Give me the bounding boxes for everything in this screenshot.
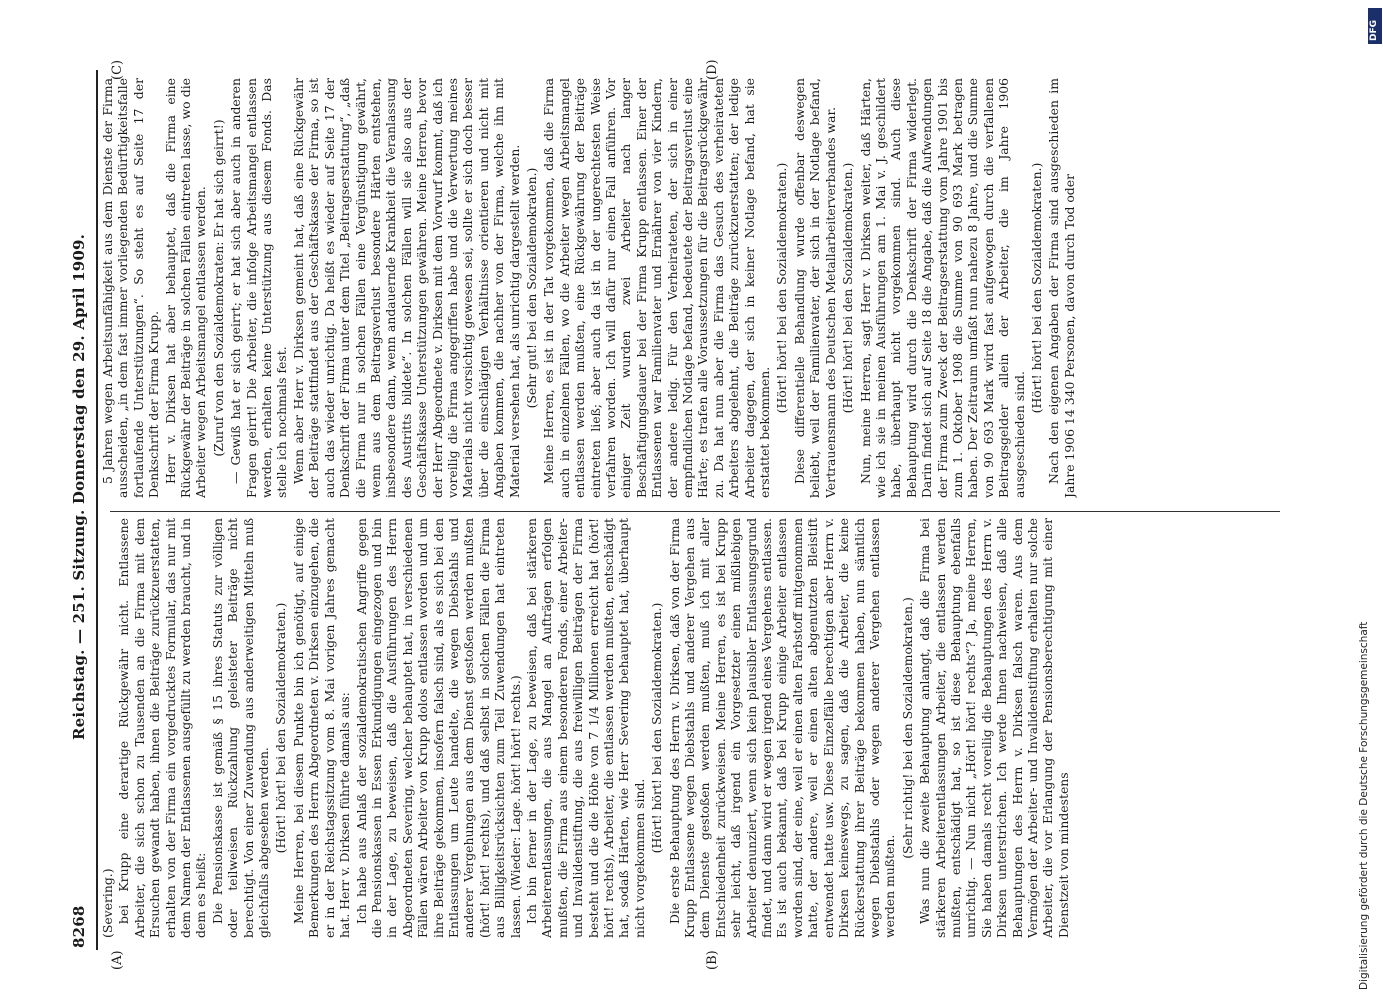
left-column-paragraph: Ich habe aus Anlaß der sozialdemokratischen Angriffe gegen die Pensionskassen in Essen Erkundigungen eingezogen und bin in der Lage, zu beweisen, daß die Ausführungen des Herrn Abgeordneten Severing, welcher behauptet hat, in verschiedenen Fällen wären Arbeiter von Krupp dolos entlassen worden und um ihre Beiträge gekommen, insofern falsch sind, als es sich bei den Entlassungen um Leute handelte, die wegen Diebstahls und anderer Vergehungen aus dem Dienst gestoßen werden mußten (hört! hört! rechts), und daß selbst in solchen Fällen die Firma aus Billigkeitsrücksichten zum Teil Zuwendungen hat eintreten lassen. (Wieder: Lage. hört! hört! rechts.) <box>353 518 523 938</box>
left-column-paragraph: Meine Herren, bei diesem Punkte bin ich genötigt, auf einige Bemerkungen des Herrn Abgeordneten v. Dirksen einzugehen, die er in der Reichstagssitzung vom 8. Mai vorigen Jahres gemacht hat. Herr v. Dirksen führte damals aus: <box>290 518 353 938</box>
margin-marker-b: (B) <box>705 950 720 970</box>
right-column-paragraph: Nun, meine Herren, sagt Herr v. Dirksen weiter, daß Härten, wie ich sie in meinen Ausführungen am 1. Mai v. J. geschildert habe, überhaupt nicht vorgekommen sind. Auch diese Behauptung wird durch die Denkschrift der Firma widerlegt. Darin findet sich auf Seite 18 die Angabe, daß die Aufwendungen der Firma zum Zweck der Beitragserstattung vom Jahre 1901 bis zum 1. Oktober 1908 die Summe von 90 693 Mark betragen haben. Der Zeitraum umfaßt nun nahezu 8 Jahre, und die Summe von 90 693 Mark wird fast aufgewogen durch die verfallenen Beitragsgelder allein der Arbeiter, die im Jahre 1906 ausgeschieden sind. <box>857 78 1027 498</box>
right-column-paragraph: (Hört! hört! bei den Sozialdemokraten.) <box>774 162 790 414</box>
left-column-paragraph: Die Pensionskasse ist gemäß § 15 ihres Statuts zur völligen oder teilweisen Rückzahlung geleisteter Beiträge nicht berechtigt. Von einer Zuwendung aus anderweitigen Mitteln muß gleichfalls abgesehen werden. <box>209 518 272 938</box>
rotated-page <box>70 59 1290 970</box>
left-column-paragraph: Die erste Behauptung des Herrn v. Dirksen, daß von der Firma Krupp Entlassene wegen Diebstahls und anderer Vergehen aus dem Dienste gestoßen werden mußten, muß ich mit aller Entschiedenheit zurückweisen. Meine Herren, es ist bei Krupp sehr leicht, daß irgend ein Vorgesetzter einen mißliebigen Arbeiter denunziert, wenn sich kein plausibler Entlassungsgrund findet, und dann wird er wegen irgend eines Vergehens entlassen. Es ist auch bekannt, daß bei Krupp einige Arbeiter entlassen worden sind, der eine, weil er einen alten Farbstoff mitgenommen hatte, der andere, weil er einen alten abgenutzten Bleistift entwendet hatte usw. Diese Einzelfälle berechtigen aber Herrn v. Dirksen keineswegs, zu sagen, daß die Arbeiter, die keine Rückerstattung ihrer Beiträge bekommen haben, nun sämtlich wegen Diebstahls oder wegen anderer Vergehen entlassen werden mußten. <box>666 518 898 938</box>
page-header <box>70 70 96 950</box>
left-column <box>100 518 1285 938</box>
dfg-logo-text: DFG <box>1369 19 1379 41</box>
left-column-paragraph: (Severing.) <box>100 868 115 938</box>
left-column-paragraph: Was nun die zweite Behauptung anlangt, daß die Firma bei stärkeren Arbeiterentlassungen Arbeiter, die entlassen werden mußten, entschädigt hat, so ist diese Behauptung ebenfalls unrichtig. — Nun nicht „Hört! hört! rechts“? Ja, meine Herren, Sie haben damals recht voreilig die Behauptungen des Herrn v. Dirksen unterstrichen. Ich werde Ihnen nachweisen, daß alle Behauptungen des Herrn v. Dirksen falsch waren. Aus dem Vermögen der Arbeiter- und Invalidenstiftung erhalten nur solche Arbeiter, die vor Erlangung der Pensionsberechtigung mit einer Dienstzeit von mindestens <box>917 518 1071 938</box>
left-column-paragraph: (Hört! hört! bei den Sozialdemokraten.) <box>649 602 665 854</box>
right-column-paragraph: Nach den eigenen Angaben der Firma sind ausgeschieden im Jahre 1906 14 340 Personen, davon durch Tod oder <box>1046 78 1077 498</box>
right-column-paragraph: (Sehr gut! bei den Sozialdemokraten.) <box>523 167 539 409</box>
right-column-paragraph: Diese differentielle Behandlung wurde offenbar deswegen beliebt, weil der Familienvater, der sich in der Notlage befand, Vertrauensmann des Deutschen Metallarbeiterverbandes war. <box>791 78 838 498</box>
margin-marker-a: (A) <box>110 950 125 970</box>
left-column-paragraph: bei Krupp eine derartige Rückgewähr nicht. Entlassene Arbeiter, die sich schon zu Tausenden an die Firma mit dem Ersuchen gewandt haben, ihnen die Beiträge zurückzuerstatten, erhalten von der Firma ein vorgedrucktes Formular, das nur mit dem Namen der Entlassenen ausgefüllt zu werden braucht, und in dem es heißt: <box>116 518 209 938</box>
right-column-paragraph: — Gewiß hat er sich geirrt; er hat sich aber auch in anderen Fragen geirrt! Die Arbeiter, die infolge Arbeitsmangel entlassen werden, erhalten keine Unterstützung aus diesem Fonds. Das stelle ich nochmals fest. <box>228 78 290 498</box>
right-column-paragraph: Wenn aber Herr v. Dirksen gemeint hat, daß eine Rückgewähr der Beiträge stattfindet aus der Geschäftskasse der Firma, so ist auch das wieder unrichtig. Da heißt es wieder auf Seite 17 der Denkschrift der Firma unter dem Titel „Beitragserstattung“, „daß die Firma nur in solchen Fällen eine Vergünstigung gewährt, wenn aus dem Beitragsverlust besondere Härten entstehen, insbesondere dann, wenn andauernde Krankheit die Veranlassung des Austritts bildete“. In solchen Fällen will sie also aus der Geschäftskasse Unterstützungen gewähren. Meine Herren, bevor der Herr Abgeordnete v. Dirksen mit dem Vorwurf kommt, daß ich voreilig die Firma angegriffen habe und die Verwertung meines Materials nicht vorsichtig gewesen sei, sollte er sich doch besser über die einschlägigen Verhältnisse orientieren und nicht mit Angaben kommen, die nachher von der Firma, welche ihn mit Material versehen hat, als unrichtig dargestellt werden. <box>290 78 522 498</box>
column-divider <box>110 511 1280 512</box>
right-column-paragraph: Meine Herren, es ist in der Tat vorgekommen, daß die Firma auch in einzelnen Fällen, wo die Arbeiter wegen Arbeitsmangel entlassen werden mußten, eine Rückgewährung der Beiträge eintreten ließ; aber auch da ist in der ungerechtesten Weise verfahren worden. Ich will dafür nur einen Fall anführen. Vor einiger Zeit wurden zwei Arbeiter nach langer Beschäftigungsdauer bei der Firma Krupp entlassen. Einer der Entlassenen war Familienvater und Ernährer von vier Kindern, der andere ledig. Für den Verheirateten, der sich in einer empfindlichen Notlage befand, bedeutete der Beitragsverlust eine Härte; es trafen alle Voraussetzungen für die Beitragsrückgewähr zu. Da hat nun aber die Firma das Gesuch des verheirateten Arbeiters abgelehnt, die Beiträge zurückzuerstatten; der ledige Arbeiter dagegen, der sich in keiner Notlage befand, hat sie erstattet bekommen. <box>541 78 773 498</box>
left-column-paragraph: Ich bin ferner in der Lage, zu beweisen, daß bei stärkeren Arbeiterentlassungen, die aus Mangel an Aufträgen erfolgen mußten, die Firma aus einem besonderen Fonds, einer Arbeiter- und Invalidenstiftung, die aus freiwilligen Beiträgen der Firma besteht und die die Höhe von 7 1/4 Millionen erreicht hat (hört! hört! rechts), Arbeiter, die entlassen werden mußten, entschädigt hat, sodaß Härten, wie Herr Severing behauptet hat, überhaupt nicht vorgekommen sind. <box>523 518 647 938</box>
digitization-note-text: Digitalisierung gefördert durch die Deutsche Forschungsgemeinschaft <box>1358 621 1370 990</box>
margin-marker-d: (D) <box>705 59 720 80</box>
running-title: Reichstag. — 251. Sitzung. Donnerstag den 29. April 1909. <box>70 233 88 740</box>
right-column <box>100 78 1285 498</box>
right-column-paragraph: Herr v. Dirksen hat aber behauptet, daß die Firma eine Rückgewähr der Beiträge in solchen Fällen eintreten lasse, wo die Arbeiter wegen Arbeitsmangel entlassen werden. <box>162 78 209 498</box>
dfg-logo <box>1368 8 1382 44</box>
right-column-paragraph: (Zuruf von den Sozialdemokraten: Er hat sich geirrt!) <box>210 119 226 457</box>
left-column-paragraph: (Hört! hört! bei den Sozialdemokraten.) <box>273 602 289 854</box>
margin-marker-c: (C) <box>110 59 125 80</box>
left-column-paragraph: (Sehr richtig! bei den Sozialdemokraten.) <box>899 597 915 859</box>
right-column-paragraph: (Hört! hört! bei den Sozialdemokraten.) <box>1028 162 1044 414</box>
header-rule <box>96 70 98 950</box>
right-column-paragraph: (Hört! hört! bei den Sozialdemokraten.) <box>840 162 856 414</box>
digitization-note <box>1358 10 1370 995</box>
page-number: 8268 <box>70 905 88 948</box>
right-column-paragraph: 5 Jahren wegen Arbeitsunfähigkeit aus dem Dienste der Firma ausscheiden, „in dem fast immer vorliegenden Bedürftigkeitsfalle fortlaufende Unterstützungen“. So steht es auf Seite 17 der Denkschrift der Firma Krupp. <box>100 78 162 498</box>
